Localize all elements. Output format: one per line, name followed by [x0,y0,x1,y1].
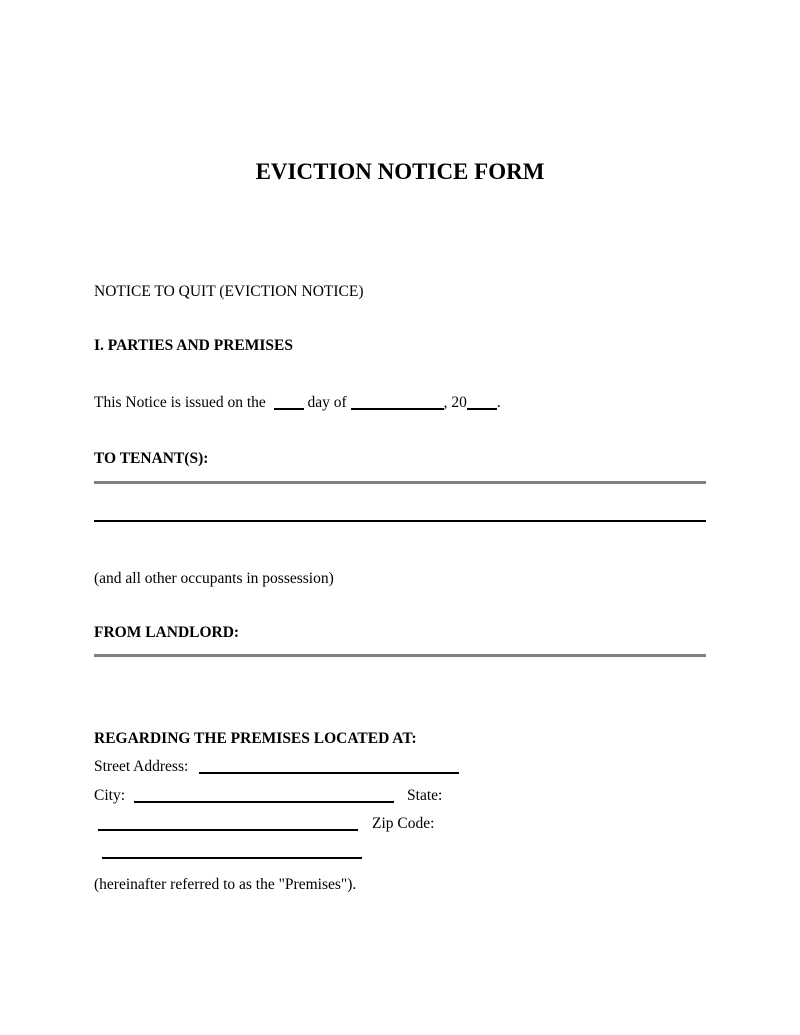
premises-section-heading: REGARDING THE PREMISES LOCATED AT: [94,730,417,747]
parties-section-heading: I. PARTIES AND PREMISES [94,337,293,354]
zip-label: Zip Code: [372,815,435,832]
landlord-name-line[interactable] [94,654,706,657]
street-address-label: Street Address: [94,758,189,775]
city-label: City: [94,787,126,804]
tenant-name-line-2[interactable] [94,520,706,522]
issue-date-prefix: This Notice is issued on the [94,394,266,411]
city-state-row [94,786,442,805]
from-landlord-label: FROM LANDLORD: [94,624,240,641]
zip-code-field[interactable] [102,843,362,859]
street-address-row [94,757,459,776]
tenant-name-line-1[interactable] [94,481,706,484]
issue-date-period: . [496,394,501,411]
issue-month-field[interactable] [351,394,444,410]
issue-date-middle: day of [307,394,347,411]
document-title: EVICTION NOTICE FORM [255,159,545,184]
city-field[interactable] [134,787,394,803]
issue-year-field[interactable] [467,394,497,410]
premises-note: (hereinafter referred to as the "Premises"). [94,876,357,893]
issue-day-field[interactable] [274,394,304,410]
state-field[interactable] [98,815,358,831]
issue-year-prefix: , 20 [443,394,467,411]
state-zip-row [94,814,434,833]
zip-row [94,842,362,861]
street-address-field[interactable] [199,758,459,774]
notice-type-line: NOTICE TO QUIT (EVICTION NOTICE) [94,283,364,300]
occupants-note: (and all other occupants in possession) [94,570,334,587]
issue-date-line [94,393,501,412]
to-tenants-label: TO TENANT(S): [94,450,209,467]
state-label: State: [407,787,443,804]
